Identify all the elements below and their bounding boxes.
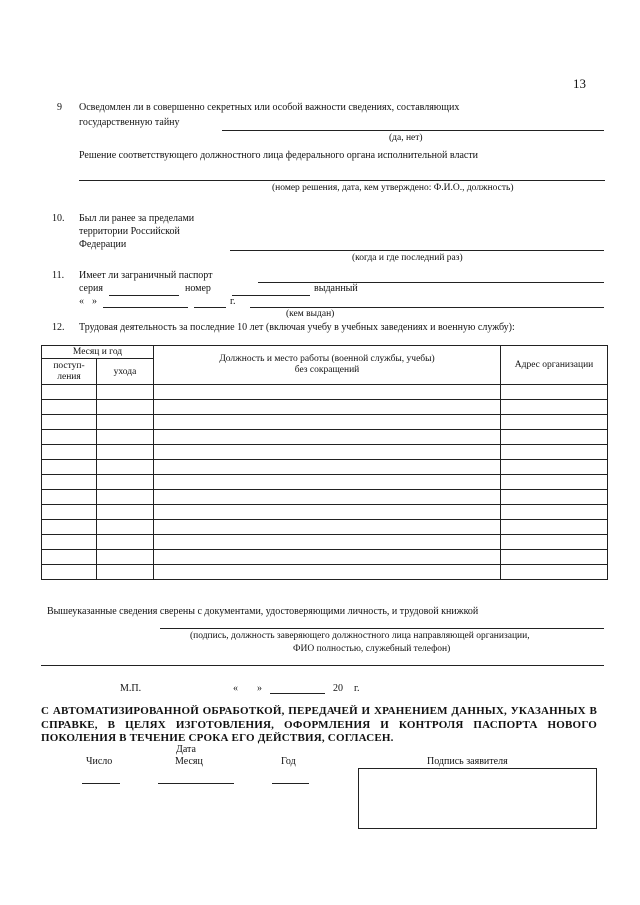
table-row[interactable]	[42, 490, 608, 505]
month-year-header: Месяц и год	[42, 346, 154, 359]
stamp-quote-open: «	[233, 683, 238, 694]
item10-line1: Был ли ранее за пределами	[79, 213, 195, 224]
stamp-year-suffix: г.	[354, 683, 360, 694]
item11-year-line[interactable]	[194, 307, 226, 308]
item11-series-label: серия	[79, 283, 103, 294]
item9-answer-hint: (да, нет)	[389, 133, 423, 143]
table-row[interactable]	[42, 385, 608, 400]
item11-quote-close: »	[92, 296, 97, 307]
date-year-label: Год	[281, 756, 296, 767]
item11-number-label: номер	[185, 283, 211, 294]
item9-number: 9	[57, 102, 62, 113]
item11-year-label: г.	[230, 296, 236, 307]
item9-decision-hint: (номер решения, дата, кем утверждено: Ф.И.О., должность)	[272, 183, 514, 193]
verify-hint2: ФИО полностью, служебный телефон)	[293, 644, 451, 654]
stamp-mp: М.П.	[120, 683, 142, 694]
table-row[interactable]	[42, 415, 608, 430]
position-header: Должность и место работы (военной службы, учебы) без сокращений	[154, 346, 501, 385]
table-row[interactable]	[42, 430, 608, 445]
item11-answer-line[interactable]	[258, 282, 604, 283]
item11-month-line[interactable]	[103, 307, 188, 308]
verify-hint1: (подпись, должность заверяющего должностного лица направляющей организации,	[190, 631, 530, 641]
stamp-month-line[interactable]	[270, 693, 325, 694]
item11-series-line[interactable]	[109, 295, 179, 296]
item9-decision-label: Решение соответствующего должностного лица федерального органа исполнительной власти	[79, 150, 479, 161]
item9-decision-line[interactable]	[79, 180, 605, 181]
item11-issuer-line[interactable]	[250, 307, 604, 308]
item9-question: Осведомлен ли в совершенно секретных или особой важности сведениях, составляющих	[79, 102, 460, 113]
item10-answer-line[interactable]	[230, 250, 604, 251]
page-number: 13	[573, 76, 586, 91]
item10-line2: территории Российской	[79, 226, 180, 237]
stamp-year-prefix: 20	[333, 683, 343, 694]
table-row[interactable]	[42, 505, 608, 520]
address-header: Адрес организации	[501, 346, 608, 385]
item10-line3: Федерации	[79, 239, 127, 250]
item11-issued-label: выданный	[314, 283, 358, 294]
item9-question-cont: государственную тайну	[79, 117, 180, 128]
item10-hint: (когда и где последний раз)	[352, 253, 463, 263]
consent-statement: С АВТОМАТИЗИРОВАННОЙ ОБРАБОТКОЙ, ПЕРЕДАЧЕЙ И ХРАНЕНИЕМ ДАННЫХ, УКАЗАННЫХ В СПРАВКЕ, В ЦЕЛЯХ ИЗГОТОВЛЕНИЯ, ОФОРМЛЕНИЯ И КОНТРОЛЯ ПАСПОРТА НОВОГО ПОКОЛЕНИЯ В ТЕЧЕНИЕ СРОКА ЕГО ДЕЙСТВИЯ, СОГЛАСЕН.	[41, 705, 597, 744]
date-month-line[interactable]	[158, 783, 234, 784]
exit-header: ухода	[97, 359, 154, 385]
work-history-table	[41, 345, 608, 580]
verify-divider	[41, 665, 604, 666]
table-row[interactable]	[42, 460, 608, 475]
date-title: Дата	[176, 744, 196, 755]
item12-number: 12.	[52, 322, 65, 333]
entry-header: поступ- ления	[42, 359, 97, 385]
verify-signature-line[interactable]	[160, 628, 604, 629]
item11-hint: (кем выдан)	[286, 309, 335, 319]
date-year-line[interactable]	[272, 783, 309, 784]
item10-number: 10.	[52, 213, 65, 224]
signature-label: Подпись заявителя	[427, 756, 508, 767]
date-day-line[interactable]	[82, 783, 120, 784]
applicant-signature-box[interactable]	[358, 768, 597, 829]
table-row[interactable]	[42, 445, 608, 460]
date-day-label: Число	[86, 756, 113, 767]
table-row[interactable]	[42, 550, 608, 565]
item11-question: Имеет ли заграничный паспорт	[79, 270, 213, 281]
verify-text: Вышеуказанные сведения сверены с документами, удостоверяющими личность, и трудовой книжкой	[47, 606, 479, 617]
item9-answer-line[interactable]	[222, 130, 604, 131]
item11-number-line[interactable]	[232, 295, 310, 296]
item11-quote-open: «	[79, 296, 84, 307]
date-month-label: Месяц	[175, 756, 203, 767]
table-row[interactable]	[42, 535, 608, 550]
table-row[interactable]	[42, 475, 608, 490]
stamp-quote-close: »	[257, 683, 262, 694]
table-row[interactable]	[42, 520, 608, 535]
item11-number: 11.	[52, 270, 65, 281]
item12-label: Трудовая деятельность за последние 10 лет (включая учебу в учебных заведениях и военную службу):	[79, 322, 515, 333]
table-row[interactable]	[42, 400, 608, 415]
table-row[interactable]	[42, 565, 608, 580]
